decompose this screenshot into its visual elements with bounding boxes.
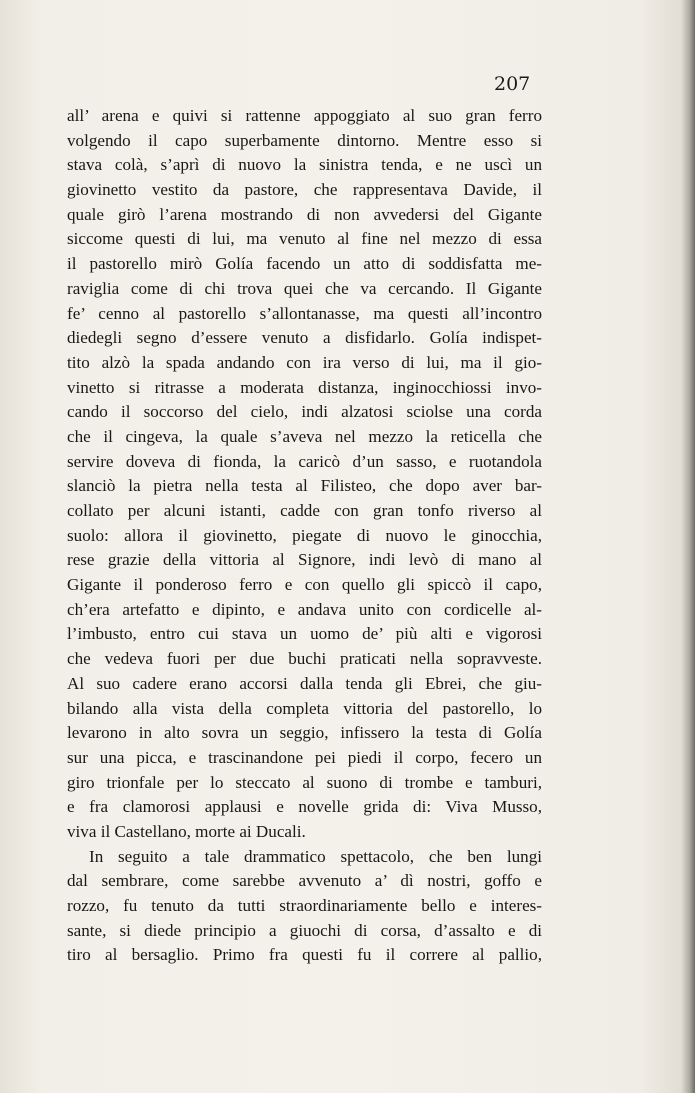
- text-line: rese grazie della vittoria al Signore, indi levò di mano al: [67, 550, 542, 570]
- text-line: e fra clamorosi applausi e novelle grida di: Viva Musso,: [67, 797, 542, 817]
- text-line: dal sembrare, come sarebbe avvenuto a’ dì nostri, goffo e: [67, 871, 542, 891]
- paragraph-start-line: In seguito a tale drammatico spettacolo, che ben lungi: [89, 846, 542, 866]
- text-line: quale girò l’arena mostrando di non avvedersi del Gigante: [67, 204, 542, 224]
- text-line: cando il soccorso del cielo, indi alzatosi sciolse una corda: [67, 402, 542, 422]
- text-line: suolo: allora il giovinetto, piegate di nuovo le ginocchia,: [67, 525, 542, 545]
- text-line: siccome questi di lui, ma venuto al fine nel mezzo di essa: [67, 229, 542, 249]
- page-binding-shadow: [681, 0, 695, 1093]
- text-line: che il cingeva, la quale s’aveva nel mezzo la reticella che: [67, 426, 542, 446]
- text-line: ch’era artefatto e dipinto, e andava unito con cordicelle al-: [67, 599, 542, 619]
- text-line: bilando alla vista della completa vittoria del pastorello, lo: [67, 698, 542, 718]
- text-line: levarono in alto sovra un seggio, infissero la testa di Golía: [67, 723, 542, 743]
- text-line: all’ arena e quivi si rattenne appoggiato al suo gran ferro: [67, 106, 542, 125]
- text-line: collato per alcuni istanti, cadde con gran tonfo riverso al: [67, 501, 542, 520]
- page-number: 207: [494, 73, 531, 95]
- text-line: fe’ cenno al pastorello s’allontanasse, ma questi all’incontro: [67, 303, 542, 323]
- text-line: diedegli segno d’essere venuto a disfidarlo. Golía indispet-: [67, 328, 542, 348]
- text-line: tiro al bersaglio. Primo fra questi fu il correre al pallio,: [67, 945, 542, 965]
- text-line: raviglia come di chi trova quei che va cercando. Il Gigante: [67, 278, 542, 298]
- text-line: sur una picca, e trascinandone pei piedi il corpo, fecero un: [67, 747, 542, 767]
- text-line: il pastorello mirò Golía facendo un atto di soddisfatta me-: [67, 254, 542, 274]
- text-line: tito alzò la spada andando con ira verso di lui, ma il gio-: [67, 352, 542, 372]
- text-line: rozzo, fu tenuto da tutti straordinariamente bello e interes-: [67, 896, 542, 915]
- text-line: servire doveva di fionda, la caricò d’un sasso, e ruotandola: [67, 451, 542, 471]
- text-line: sante, si diede principio a giuochi di corsa, d’assalto e di: [67, 920, 542, 940]
- text-line: stava colà, s’aprì di nuovo la sinistra tenda, e ne uscì un: [67, 155, 542, 175]
- text-line: volgendo il capo superbamente dintorno. Mentre esso si: [67, 130, 542, 150]
- body-text: [67, 104, 542, 968]
- text-line: Al suo cadere erano accorsi dalla tenda gli Ebrei, che giu-: [67, 673, 542, 693]
- paragraph-end-line: viva il Castellano, morte ai Ducali.: [67, 821, 306, 841]
- text-line: giovinetto vestito da pastore, che rappresentava Davide, il: [67, 180, 542, 200]
- text-line: giro trionfale per lo steccato al suono di trombe e tamburi,: [67, 772, 542, 792]
- text-line: vinetto si ritrasse a moderata distanza, inginocchiossi invo-: [67, 377, 542, 397]
- text-line: slanciò la pietra nella testa al Filisteo, che dopo aver bar-: [67, 476, 542, 496]
- text-line: che vedeva fuori per due buchi praticati nella sopravveste.: [67, 649, 542, 669]
- text-line: l’imbusto, entro cui stava un uomo de’ più alti e vigorosi: [67, 624, 542, 644]
- text-line: Gigante il ponderoso ferro e con quello gli spiccò il capo,: [67, 575, 542, 595]
